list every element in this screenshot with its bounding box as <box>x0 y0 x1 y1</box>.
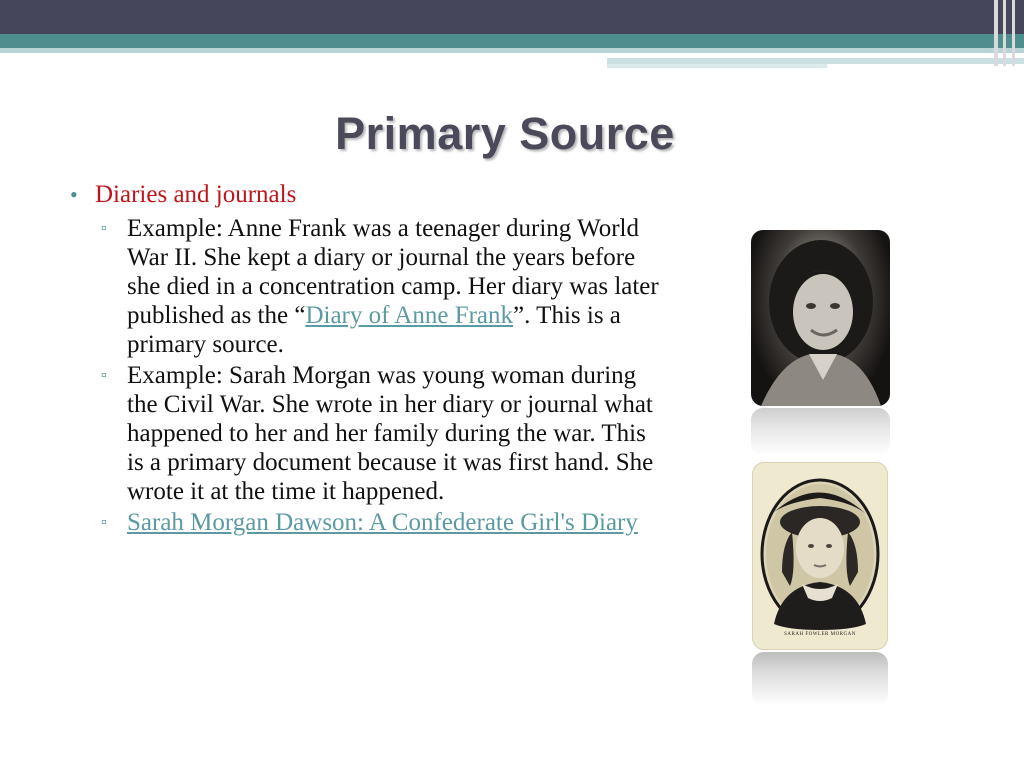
portrait-anne-frank <box>751 230 890 406</box>
portrait-sarah-morgan-drawing <box>752 462 888 650</box>
example-anne-text: Example: Anne Frank was a teenager during World War II. She kept a diary or journal the years before she died in a concentration camp. Her diary was later published as the “ <box>127 215 659 329</box>
sub-bullet-square-icon: ▫ <box>101 220 107 237</box>
diary-of-anne-frank-link[interactable]: Diary of Anne Frank <box>305 302 514 329</box>
header-teal-stripe <box>0 34 1024 48</box>
sarah-morgan-link-item <box>95 508 660 537</box>
header-accent-stripe-short <box>607 64 827 68</box>
portrait-sarah-morgan <box>752 462 888 650</box>
example-anne-frank <box>95 214 660 359</box>
sarah-morgan-diary-link[interactable]: Sarah Morgan Dawson: A Confederate Girl's Diary <box>127 509 638 536</box>
example-anne-text-end: ”. This is a primary source. <box>127 302 621 358</box>
header-band <box>0 0 1024 34</box>
example-sarah-text: Example: Sarah Morgan was young woman during the Civil War. She wrote in her diary or journal what happened to her and her family during the war. This is a primary document because it was first hand. She wrote it at the time it happened. <box>127 362 654 505</box>
bullet-list <box>70 180 660 539</box>
bullet-diaries <box>70 180 660 537</box>
example-sarah-morgan <box>95 361 660 506</box>
bullet-dot-icon: • <box>70 182 78 207</box>
portrait-sarah-caption: SARAH FOWLER MORGAN <box>784 632 856 637</box>
sub-bullet-square-icon: ▫ <box>101 514 107 531</box>
edge-line <box>994 0 998 66</box>
edge-line <box>1012 0 1015 66</box>
sub-bullet-list <box>95 214 660 537</box>
portrait-anne-frank-drawing <box>751 230 890 406</box>
portrait-anne-reflection <box>751 408 890 456</box>
portrait-sarah-reflection <box>752 652 888 706</box>
slide-title: Primary Source <box>335 108 675 159</box>
bullet-diaries-label: Diaries and journals <box>95 181 297 208</box>
sub-bullet-square-icon: ▫ <box>101 367 107 384</box>
edge-line <box>1003 0 1006 66</box>
